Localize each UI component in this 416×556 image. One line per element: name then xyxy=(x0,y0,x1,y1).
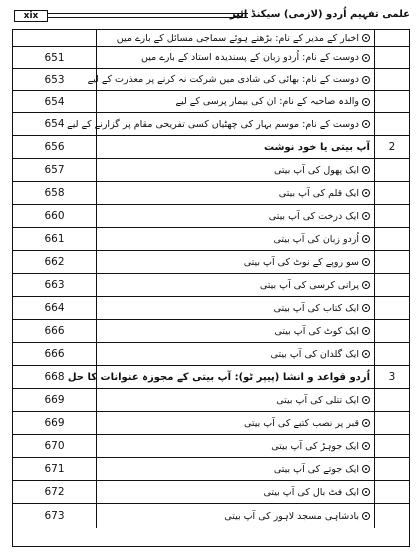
table-row xyxy=(13,458,409,481)
topic-cell xyxy=(97,412,375,434)
page-number-cell: 664 xyxy=(13,297,97,319)
serial-number-cell xyxy=(375,504,409,528)
page-number-cell xyxy=(13,30,97,46)
topic-cell xyxy=(97,228,375,250)
table-row xyxy=(13,412,409,435)
serial-number-cell xyxy=(375,320,409,342)
bullet-icon xyxy=(362,54,370,62)
table-row xyxy=(13,297,409,320)
serial-number-cell xyxy=(375,30,409,46)
bullet-icon xyxy=(362,304,370,312)
table-row xyxy=(13,113,409,136)
table-row xyxy=(13,91,409,113)
serial-number-cell xyxy=(375,481,409,503)
page-number-cell: 669 xyxy=(13,389,97,411)
table-row xyxy=(13,504,409,528)
page-number-cell: 671 xyxy=(13,458,97,480)
topic-cell xyxy=(97,91,375,112)
bullet-icon xyxy=(362,98,370,106)
topic-text: آپ بیتی یا خود نوشت xyxy=(263,141,370,153)
bullet-icon xyxy=(362,442,370,450)
topic-text: والدہ صاحبہ کے نام: ان کی بیمار پرسی کے لیے xyxy=(175,96,359,107)
topic-cell xyxy=(97,274,375,296)
page-number-cell: 662 xyxy=(13,251,97,273)
topic-text: بادشاہی مسجد لاہور کی آپ بیتی xyxy=(224,510,359,522)
topic-text: ایک قلم کی آپ بیتی xyxy=(278,187,359,199)
page-header xyxy=(14,8,410,24)
page-number-cell: 661 xyxy=(13,228,97,250)
page-number-cell: 654 xyxy=(13,91,97,112)
serial-number-cell xyxy=(375,412,409,434)
table-row xyxy=(13,251,409,274)
topic-text: پرانی کرسی کی آپ بیتی xyxy=(259,279,359,291)
serial-number-cell xyxy=(375,91,409,112)
serial-number-cell xyxy=(375,389,409,411)
serial-number-cell xyxy=(375,343,409,365)
topic-text: دوست کے نام: بھائی کی شادی میں شرکت نہ کرنے پر معذرت کے لیے xyxy=(87,74,359,85)
topic-cell xyxy=(97,458,375,480)
topic-text: ایک پھول کی آپ بیتی xyxy=(273,164,359,176)
page-number-cell: 660 xyxy=(13,205,97,227)
serial-number-cell xyxy=(375,69,409,90)
page-number-cell: 666 xyxy=(13,320,97,342)
topic-cell xyxy=(97,504,375,528)
topic-cell xyxy=(67,113,375,135)
page-number-cell: 657 xyxy=(13,159,97,181)
serial-number-cell xyxy=(375,205,409,227)
serial-number-cell xyxy=(375,297,409,319)
topic-text: ایک جوہڑ کی آپ بیتی xyxy=(271,440,359,452)
topic-cell xyxy=(67,366,375,388)
bullet-icon xyxy=(362,512,370,520)
topic-cell xyxy=(97,205,375,227)
topic-text: سو روپے کے نوٹ کی آپ بیتی xyxy=(243,256,359,268)
serial-number-cell xyxy=(375,228,409,250)
serial-number-cell xyxy=(375,274,409,296)
topic-cell xyxy=(97,251,375,273)
topic-cell xyxy=(97,320,375,342)
table-row xyxy=(13,69,409,91)
topic-text: ایک کتاب کی آپ بیتی xyxy=(273,302,359,314)
serial-number-cell xyxy=(375,182,409,204)
page-number-cell: 669 xyxy=(13,412,97,434)
topic-text: اخبار کے مدیر کے نام: بڑھتے ہوئے سماجی مسائل کے بارے میں xyxy=(116,32,359,44)
serial-number-cell xyxy=(375,159,409,181)
serial-number-cell xyxy=(375,435,409,457)
table-row xyxy=(13,435,409,458)
topic-text: ایک فٹ بال کی آپ بیتی xyxy=(263,486,359,498)
table-row xyxy=(13,30,409,47)
table-row xyxy=(13,228,409,251)
bullet-icon xyxy=(362,465,370,473)
bullet-icon xyxy=(362,189,370,197)
table-row xyxy=(13,159,409,182)
page-number-cell: 673 xyxy=(13,504,97,528)
page-number-cell: 656 xyxy=(13,136,97,158)
page-number-cell: 658 xyxy=(13,182,97,204)
topic-cell xyxy=(97,481,375,503)
topic-cell xyxy=(87,69,375,90)
bullet-icon xyxy=(362,258,370,266)
page-number-cell: 670 xyxy=(13,435,97,457)
serial-number-cell xyxy=(375,113,409,135)
topic-cell xyxy=(97,159,375,181)
table-row xyxy=(13,205,409,228)
topic-cell xyxy=(97,343,375,365)
header-rule-thin xyxy=(48,17,248,18)
bullet-icon xyxy=(362,120,370,128)
topic-cell xyxy=(97,30,375,46)
serial-number-cell xyxy=(375,47,409,68)
page-number: xix xyxy=(14,10,48,22)
topic-cell xyxy=(97,47,375,68)
table-row xyxy=(13,182,409,205)
header-rule xyxy=(48,13,248,14)
section-row xyxy=(13,136,409,159)
contents-table xyxy=(12,29,410,547)
topic-text: ایک درخت کی آپ بیتی xyxy=(268,210,359,222)
page-number-cell: 672 xyxy=(13,481,97,503)
bullet-icon xyxy=(362,488,370,496)
topic-text: دوست کے نام: اُردو زبان کے پسندیدہ استاد کے بارے میں xyxy=(141,52,359,63)
page-number-cell: 653 xyxy=(13,69,97,90)
table-row xyxy=(13,343,409,366)
topic-text: ایک تتلی کی آپ بیتی xyxy=(276,394,359,406)
header-title: علمی تفہیم اُردو (لازمی) سیکنڈ ائیر xyxy=(229,9,410,20)
serial-number-cell xyxy=(375,458,409,480)
topic-cell xyxy=(97,297,375,319)
bullet-icon xyxy=(362,166,370,174)
bullet-icon xyxy=(362,419,370,427)
topic-cell xyxy=(97,136,375,158)
bullet-icon xyxy=(362,76,370,84)
serial-number-cell: 3 xyxy=(388,371,396,383)
page-number-cell: 668 xyxy=(13,366,97,388)
table-row xyxy=(13,481,409,504)
bullet-icon xyxy=(362,396,370,404)
serial-number-cell: 2 xyxy=(388,141,396,153)
topic-cell xyxy=(97,435,375,457)
bullet-icon xyxy=(362,34,370,42)
bullet-icon xyxy=(362,327,370,335)
topic-text: ایک جوتے کی آپ بیتی xyxy=(273,463,359,475)
bullet-icon xyxy=(362,212,370,220)
table-row xyxy=(13,389,409,412)
table-row xyxy=(13,320,409,343)
serial-number-cell xyxy=(375,251,409,273)
page-number-cell: 666 xyxy=(13,343,97,365)
topic-cell xyxy=(97,182,375,204)
topic-cell xyxy=(97,389,375,411)
bullet-icon xyxy=(362,281,370,289)
topic-text: اُردو قواعد و انشا (پیپر ٹو): آپ بیتی کے مجوزہ عنوانات کا حل xyxy=(67,371,370,383)
bullet-icon xyxy=(362,350,370,358)
page-number-cell: 654 xyxy=(13,113,97,135)
section-row xyxy=(13,366,409,389)
bullet-icon xyxy=(362,235,370,243)
page-number-cell: 663 xyxy=(13,274,97,296)
table-row xyxy=(13,274,409,297)
table-row xyxy=(13,47,409,69)
topic-text: قبر پر نصب کتبے کی آپ بیتی xyxy=(243,417,359,429)
topic-text: ایک گلدان کی آپ بیتی xyxy=(270,348,359,360)
page-number-cell: 651 xyxy=(13,47,97,68)
topic-text: ایک کوٹ کی آپ بیتی xyxy=(274,325,359,337)
topic-text: اُردو زبان کی آپ بیتی xyxy=(273,233,359,245)
topic-text: دوست کے نام: موسم بہار کی چھٹیاں کسی تفریحی مقام پر گزارنے کے لیے xyxy=(67,118,359,130)
